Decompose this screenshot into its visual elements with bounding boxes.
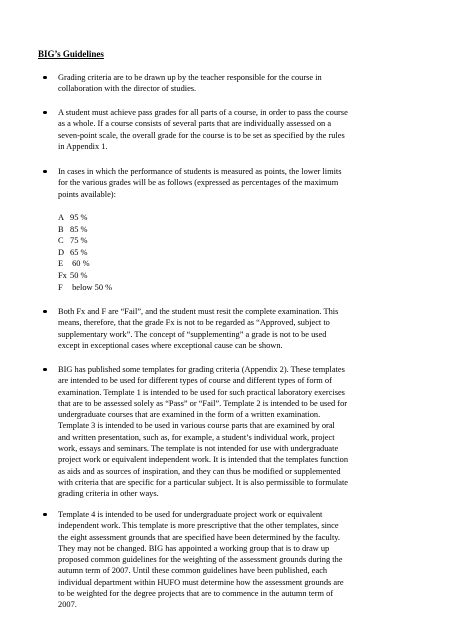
- bullet-text: [58, 72, 322, 95]
- bullet-text: [58, 166, 342, 200]
- grade-value: 75 %: [70, 236, 88, 246]
- grade-letter: Fx: [58, 270, 67, 280]
- text-line: means, therefore, that the grade Fx is not to be regarded as “Approved, subject to: [58, 318, 330, 328]
- bullet-dot-icon: [43, 76, 47, 80]
- bullet-dot-icon: [43, 310, 47, 314]
- bullet-grading-criteria: [58, 72, 322, 95]
- grade-row: [58, 212, 112, 224]
- text-line: 2007.: [58, 600, 77, 610]
- text-line: proposed common guidelines for the weighting of the assessment grounds during the: [58, 555, 343, 565]
- text-line: examination. Template 1 is intended to be used for such practical laboratory exercises: [58, 387, 345, 397]
- text-line: They may not be changed. BIG has appointed a working group that is to draw up: [58, 543, 330, 553]
- text-line: and written presentation, such as, for example, a student’s individual work, project: [58, 432, 335, 442]
- text-line: seven-point scale, the overall grade for the course is to be set as specified by the rules: [58, 130, 345, 140]
- grade-row: [58, 224, 112, 236]
- text-line: the eight assessment grounds that are specified have been determined by the faculty.: [58, 532, 341, 542]
- grade-letter: A: [58, 213, 65, 222]
- text-line: are intended to be used for different types of course and different types of form of: [58, 376, 332, 386]
- grade-row: [58, 270, 112, 282]
- text-line: undergraduate courses that are examined in the form of a written examination.: [58, 410, 321, 420]
- text-line: In cases in which the performance of students is measured as points, the lower limits: [58, 167, 342, 176]
- text-line: except in exceptional cases where exceptional cause can be shown.: [58, 340, 283, 350]
- grade-letter: C: [58, 236, 64, 246]
- grade-value: 65 %: [70, 247, 88, 257]
- text-line: Template 4 is intended to be used for undergraduate project work or equivalent: [58, 510, 323, 519]
- text-line: points available):: [58, 189, 116, 199]
- text-line: BIG has published some templates for grading criteria (Appendix 2). These templates: [58, 365, 345, 374]
- grade-value: 60 %: [70, 259, 90, 269]
- bullet-text: [58, 306, 338, 351]
- text-line: independent work. This template is more prescriptive that the other templates, since: [58, 521, 339, 531]
- bullet-text: [58, 364, 348, 500]
- bullet-dot-icon: [43, 111, 47, 115]
- text-line: that are to be assessed solely as “Pass” or “Fail”. Template 2 is intended to be used for: [58, 398, 348, 408]
- bullet-pass-grades: [58, 107, 348, 152]
- grade-letter: F: [58, 282, 63, 292]
- text-line: Grading criteria are to be drawn up by the teacher responsible for the course in: [58, 73, 322, 82]
- bullet-fx-and-f: [58, 306, 338, 351]
- text-line: for the various grades will be as follows (expressed as percentages of the maximum: [58, 178, 339, 188]
- text-line: to be weighted for the degree projects that are to commence in the autumn term of: [58, 589, 334, 599]
- bullet-text: [58, 107, 348, 152]
- text-line: supplementary work”. The concept of “supplementing” a grade is not to be used: [58, 329, 327, 339]
- grade-limits-list: [58, 212, 112, 293]
- grade-row: [58, 282, 112, 294]
- bullet-template-4: [58, 509, 344, 611]
- bullet-dot-icon: [43, 513, 47, 517]
- text-line: grading criteria in other ways.: [58, 489, 159, 499]
- bullet-templates: [58, 364, 348, 500]
- grade-letter: E: [58, 259, 64, 269]
- grade-row: [58, 258, 112, 270]
- text-line: as aids and as sources of inspiration, and they can thus be modified or supplemented: [58, 466, 341, 476]
- text-line: with criteria that are specific for a particular subject. It is also permissible to formulate: [58, 477, 348, 487]
- text-line: collaboration with the director of studies.: [58, 84, 197, 94]
- text-line: as a whole. If a course consists of several parts that are individually assessed on a: [58, 119, 332, 129]
- grade-row: [58, 247, 112, 259]
- grade-letter: B: [58, 224, 64, 234]
- text-line: in Appendix 1.: [58, 141, 108, 151]
- bullet-text: [58, 509, 344, 611]
- grade-value: 50 %: [70, 270, 88, 280]
- text-line: Both Fx and F are “Fail”, and the student must resit the complete examination. This: [58, 307, 339, 316]
- grade-row: [58, 235, 112, 247]
- grade-value: 95 %: [70, 213, 88, 222]
- text-line: A student must achieve pass grades for all parts of a course, in order to pass the course: [58, 108, 348, 117]
- text-line: autumn term of 2007. Until these common guidelines have been published, each: [58, 566, 328, 576]
- grade-letter: D: [58, 247, 65, 257]
- bullet-dot-icon: [43, 368, 47, 372]
- grade-value: 85 %: [70, 224, 88, 234]
- bullet-dot-icon: [43, 170, 47, 174]
- text-line: Template 3 is intended to be used in various course parts that are examined by oral: [58, 421, 335, 431]
- page-title: BIG’s Guidelines: [38, 49, 104, 59]
- text-line: project work or equivalent independent work. It is intended that the templates function: [58, 455, 349, 465]
- text-line: work, essays and seminars. The template is not intended for use with undergraduate: [58, 444, 339, 454]
- text-line: individual department within HUFO must determine how the assessment grounds are: [58, 577, 344, 587]
- bullet-points-limits: [58, 166, 342, 200]
- grade-value: below 50 %: [70, 282, 113, 292]
